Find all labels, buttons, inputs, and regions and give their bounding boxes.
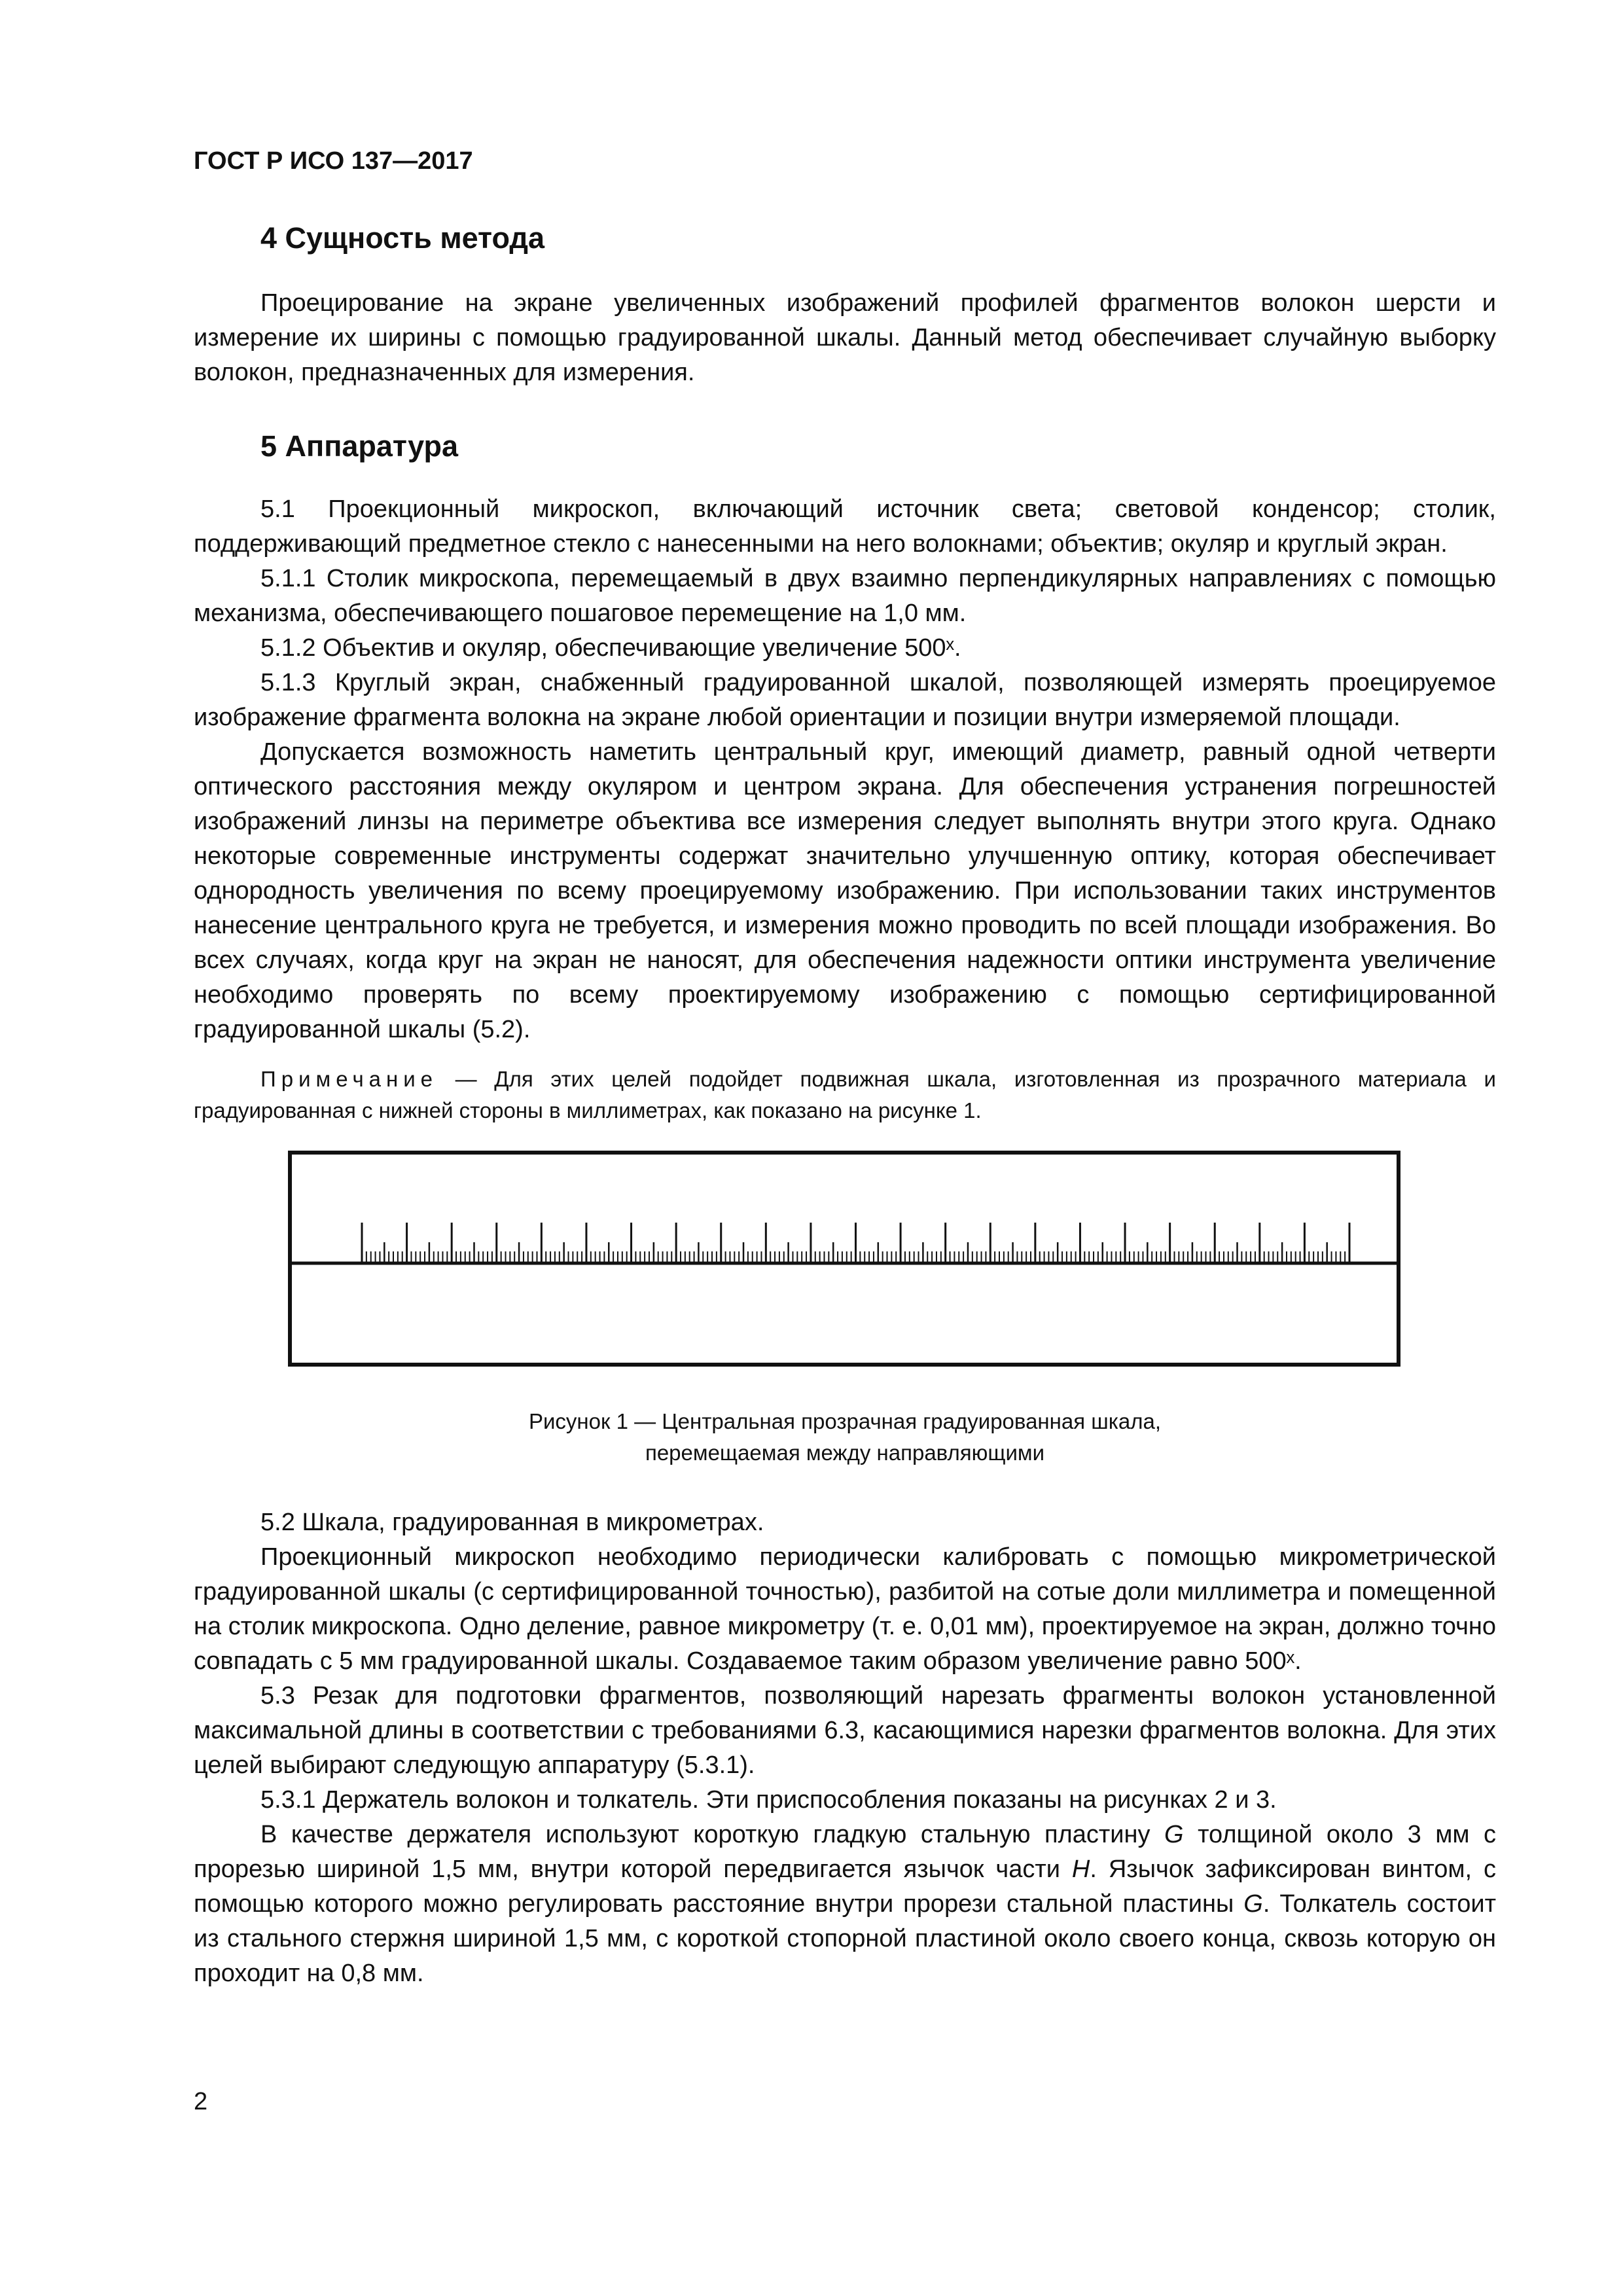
paragraph-5-1: 5.1 Проекционный микроскоп, включающий источник света; световой конденсор; столик, поддерживающий предметное стекло с нанесенными на него волокнами; объектив; окуляр и круглый экран.	[194, 495, 1496, 558]
section-5-title: 5 Аппаратура	[260, 429, 459, 463]
paragraph-5-3-1: 5.3.1 Держатель волокон и толкатель. Эти приспособления показаны на рисунках 2 и 3.	[260, 1786, 1277, 1814]
figure-caption-line-1: Рисунок 1 — Центральная прозрачная градуированная шкала,	[528, 1409, 1162, 1433]
section-4-body	[194, 286, 1496, 390]
figure-1-scale-drawing	[288, 1151, 1400, 1367]
holder-text-a: В качестве держателя используют короткую гладкую стальную пластину	[260, 1821, 1164, 1848]
holder-text-b: толщиной около 3 мм с прорезью шириной 1,5 мм, внутри которой передвигается язычок части	[194, 1821, 1496, 1883]
note	[194, 1064, 1496, 1126]
page-number: 2	[194, 2088, 208, 2115]
note-paragraph	[194, 1064, 1496, 1126]
section-5-body	[194, 492, 1496, 1047]
symbol-g-2: G	[1243, 1890, 1263, 1918]
paragraph-5-2: 5.2 Шкала, градуированная в микрометрах.	[260, 1509, 764, 1536]
section-4-paragraph: Проецирование на экране увеличенных изображений профилей фрагментов волокон шерсти и измерение их ширины с помощью градуированной шкалы. Данный метод обеспечивает случайную выборку волокон, предназначенных для измерения.	[194, 289, 1496, 386]
paragraph-5-3: 5.3 Резак для подготовки фрагментов, позволяющий нарезать фрагменты волокон установленной максимальной длины в соответствии с требованиями 6.3, касающимися нарезки фрагментов волокна. Для этих целей выбирают следующую аппаратуру (5.3.1).	[194, 1682, 1496, 1779]
paragraph-holder	[194, 1818, 1496, 1991]
symbol-h: H	[1071, 1856, 1090, 1883]
symbol-g: G	[1164, 1821, 1184, 1848]
paragraph-5-1-2: 5.1.2 Объектив и окуляр, обеспечивающие увеличение 500ˣ.	[260, 634, 961, 662]
paragraph-central-circle: Допускается возможность наметить центральный круг, имеющий диаметр, равный одной четверти оптического расстояния между окуляром и центром экрана. Для обеспечения устранения погрешностей изображений линзы на периметре объектива все измерения следует выполнять внутри этого круга. Однако некоторые современные инструменты содержат значительно улучшенную оптику, которая обеспечивает однородность увеличения по всему проецируемому изображению. При использовании таких инструментов нанесение центрального круга не требуется, и измерения можно проводить по всей площади изображения. Во всех случаях, когда круг на экран не наносят, для обеспечения надежности оптики инструмента увеличение необходимо проверять по всему проектируемому изображению с помощью сертифицированной градуированной шкалы (5.2).	[194, 738, 1496, 1043]
figure-1-caption	[194, 1406, 1496, 1469]
scale-ticks	[362, 1223, 1349, 1263]
section-4-title: 4 Сущность метода	[260, 221, 544, 255]
holder-text-d: . Толкатель состоит из стального стержня шириной 1,5 мм, с короткой стопорной пластиной около своего конца, сквозь которую он проходит на 0,8 мм.	[194, 1890, 1496, 1987]
document-code: ГОСТ Р ИСО 137—2017	[194, 147, 473, 175]
note-text: — Для этих целей подойдет подвижная шкала, изготовленная из прозрачного материала и градуированная с нижней стороны в миллиметрах, как показано на рисунке 1.	[194, 1067, 1496, 1122]
paragraph-5-1-1: 5.1.1 Столик микроскопа, перемещаемый в двух взаимно перпендикулярных направлениях с помощью механизма, обеспечивающего пошаговое перемещение на 1,0 мм.	[194, 565, 1496, 627]
paragraph-5-1-3: 5.1.3 Круглый экран, снабженный градуированной шкалой, позволяющей измерять проецируемое изображение фрагмента волокна на экране любой ориентации и позиции внутри измеряемой площади.	[194, 669, 1496, 731]
note-label: Примечание	[260, 1067, 438, 1091]
holder-text-c: . Язычок зафиксирован винтом, с помощью которого можно регулировать расстояние внутри прорези стальной пластины	[194, 1856, 1496, 1918]
paragraph-calibration: Проекционный микроскоп необходимо периодически калибровать с помощью микрометрической градуированной шкалы (с сертифицированной точностью), разбитой на сотые доли миллиметра и помещенной на столик микроскопа. Одно деление, равное микрометру (т. е. 0,01 мм), проектируемое на экран, должно точно совпадать с 5 мм градуированной шкалы. Создаваемое таким образом увеличение равно 500ˣ.	[194, 1543, 1496, 1675]
figure-caption-line-2: перемещаемая между направляющими	[645, 1441, 1045, 1465]
section-5-2-body	[194, 1505, 1496, 1991]
